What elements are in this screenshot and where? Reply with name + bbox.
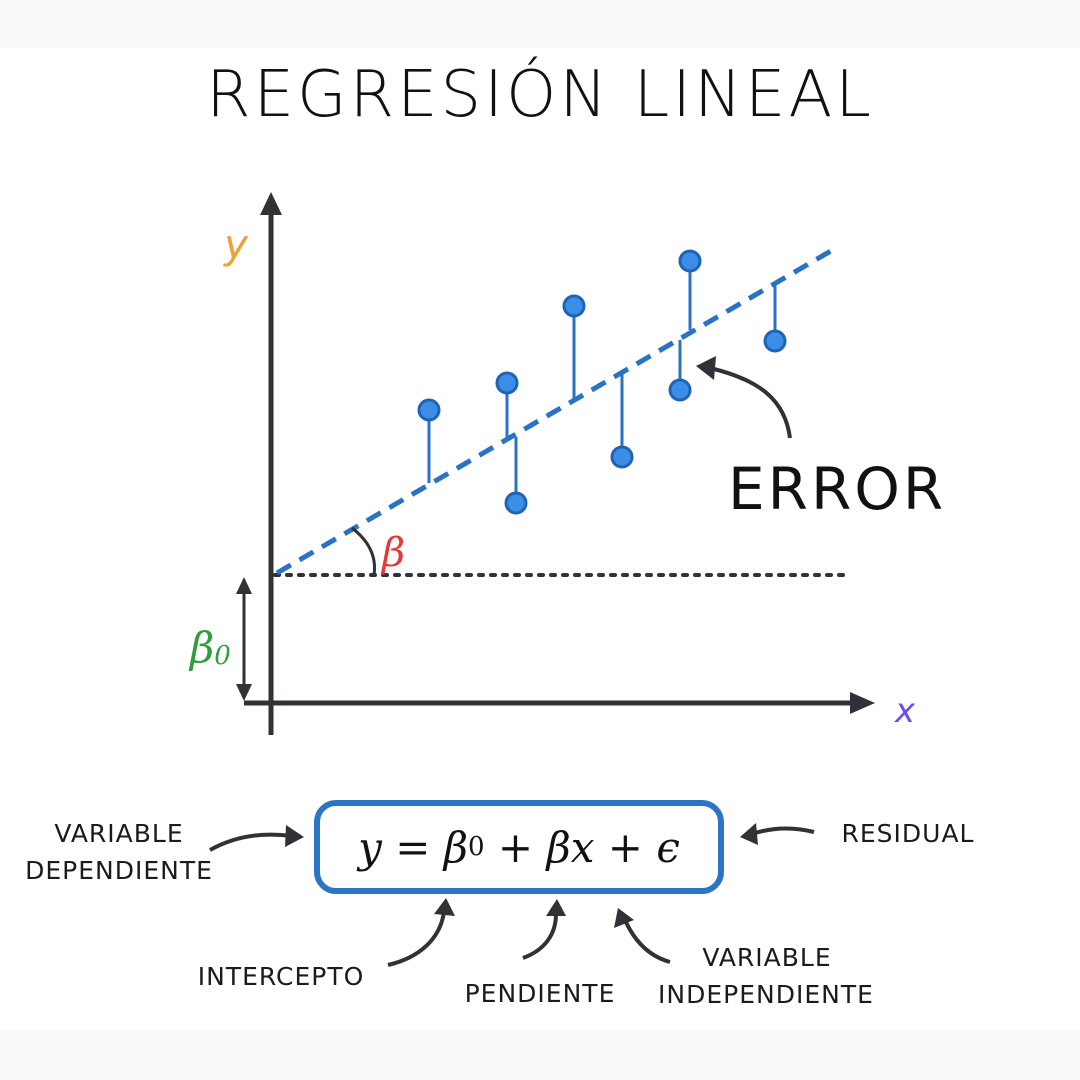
intercept-arrow-head (434, 898, 455, 916)
data-point (497, 373, 517, 393)
beta0-arrow-bottom (236, 684, 252, 701)
formula-plus-1: + (484, 822, 547, 872)
slope-label: PENDIENTE (464, 979, 616, 1008)
dependent-label-line1: VARIABLE (54, 819, 184, 848)
independent-label-line1: VARIABLE (702, 943, 832, 972)
formula-beta-x: βx (546, 822, 595, 872)
data-point (670, 380, 690, 400)
beta-angle-arc (352, 528, 375, 575)
residual-arrow-head (740, 823, 758, 845)
independent-variable-label (650, 939, 882, 1013)
formula-plus-2: + (594, 822, 657, 872)
data-point (564, 296, 584, 316)
beta0-arrow-top (236, 577, 252, 594)
x-axis-label: x (894, 691, 916, 731)
intercept-label: INTERCEPTO (197, 962, 365, 991)
page-title: REGRESIÓN LINEAL (206, 58, 874, 132)
formula-beta0: β (443, 822, 469, 872)
error-arrow (710, 368, 790, 438)
regression-line (277, 248, 836, 573)
formula-y: y (358, 822, 382, 872)
intercept-arrow (388, 912, 444, 965)
formula-epsilon: ϵ (656, 822, 680, 872)
data-point (680, 251, 700, 271)
error-label: ERROR (728, 455, 947, 523)
formula-box (314, 800, 724, 894)
data-point (612, 447, 632, 467)
data-point (765, 331, 785, 351)
slope-arrow (523, 914, 556, 958)
data-point (419, 400, 439, 420)
y-axis-label: y (224, 222, 248, 268)
error-arrow-head (696, 356, 716, 380)
beta0-symbol: β0 (190, 623, 231, 672)
beta-symbol: β (382, 530, 406, 576)
dependent-arrow-head (285, 825, 304, 847)
independent-label-line2: INDEPENDIENTE (658, 980, 874, 1009)
dependent-label-line2: DEPENDIENTE (25, 856, 213, 885)
dependent-variable-label (14, 815, 224, 889)
residual-arrow (752, 828, 814, 834)
residual-label: RESIDUAL (841, 819, 975, 848)
data-point (506, 493, 526, 513)
y-axis-arrow (260, 192, 282, 215)
formula-equals: = (381, 822, 444, 872)
independent-arrow-head (614, 908, 634, 928)
slope-arrow-head (546, 899, 566, 916)
formula-beta0-sub: 0 (468, 832, 485, 862)
x-axis-arrow (850, 692, 875, 714)
